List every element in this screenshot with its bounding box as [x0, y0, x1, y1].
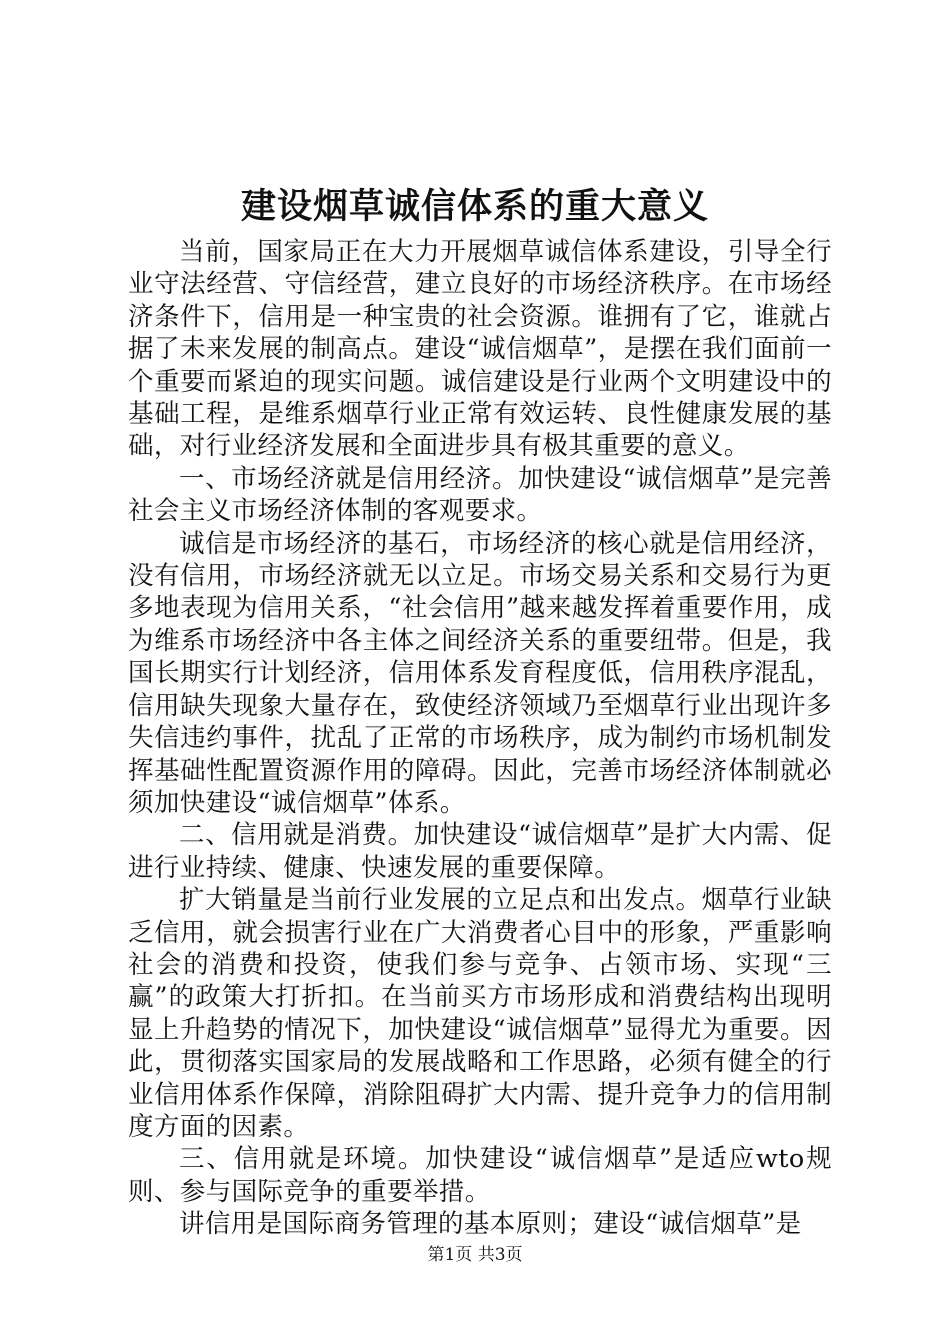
paragraph-heading-1: 一、市场经济就是信用经济。加快建设“诚信烟草”是完善社会主义市场经济体制的客观要求。: [128, 463, 832, 527]
document-body: [128, 236, 832, 1241]
paragraph-heading-3: 三、信用就是环境。加快建设“诚信烟草”是适应wto规则、参与国际竞争的重要举措。: [128, 1144, 832, 1207]
page-number-footer: 第1页 共3页: [427, 1245, 523, 1265]
document-title: 建设烟草诚信体系的重大意义: [240, 186, 709, 227]
paragraph-section-2: 扩大销量是当前行业发展的立足点和出发点。烟草行业缺乏信用，就会损害行业在广大消费者心目中的形象，严重影响社会的消费和投资，使我们参与竞争、占领市场、实现“三赢”的政策大打折扣。在当前买方市场形成和消费结构出现明显上升趋势的情况下，加快建设“诚信烟草”显得尤为重要。因此，贯彻落实国家局的发展战略和工作思路，必须有健全的行业信用体系作保障，消除阻碍扩大内需、提升竞争力的信用制度方面的因素。: [128, 885, 832, 1142]
paragraph-section-3: 讲信用是国际商务管理的基本原则；建设“诚信烟草”是: [179, 1209, 802, 1240]
paragraph-heading-2: 二、信用就是消费。加快建设“诚信烟草”是扩大内需、促进行业持续、健康、快速发展的重要保障。: [128, 820, 832, 883]
paragraph-section-1: 诚信是市场经济的基石，市场经济的核心就是信用经济，没有信用，市场经济就无以立足。市场交易关系和交易行为更多地表现为信用关系，“社会信用”越来越发挥着重要作用，成为维系市场经济中各主体之间经济关系的重要纽带。但是，我国长期实行计划经济，信用体系发育程度低，信用秩序混乱，信用缺失现象大量存在，致使经济领域乃至烟草行业出现许多失信违约事件，扰乱了正常的市场秩序，成为制约市场机制发挥基础性配置资源作用的障碍。因此，完善市场经济体制就必须加快建设“诚信烟草”体系。: [128, 528, 832, 818]
paragraph-intro: 当前，国家局正在大力开展烟草诚信体系建设，引导全行业守法经营、守信经营，建立良好的市场经济秩序。在市场经济条件下，信用是一种宝贵的社会资源。谁拥有了它，谁就占据了未来发展的制高点。建设“诚信烟草”，是摆在我们面前一个重要而紧迫的现实问题。诚信建设是行业两个文明建设中的基础工程，是维系烟草行业正常有效运转、良性健康发展的基础，对行业经济发展和全面进步具有极其重要的意义。: [128, 237, 832, 462]
